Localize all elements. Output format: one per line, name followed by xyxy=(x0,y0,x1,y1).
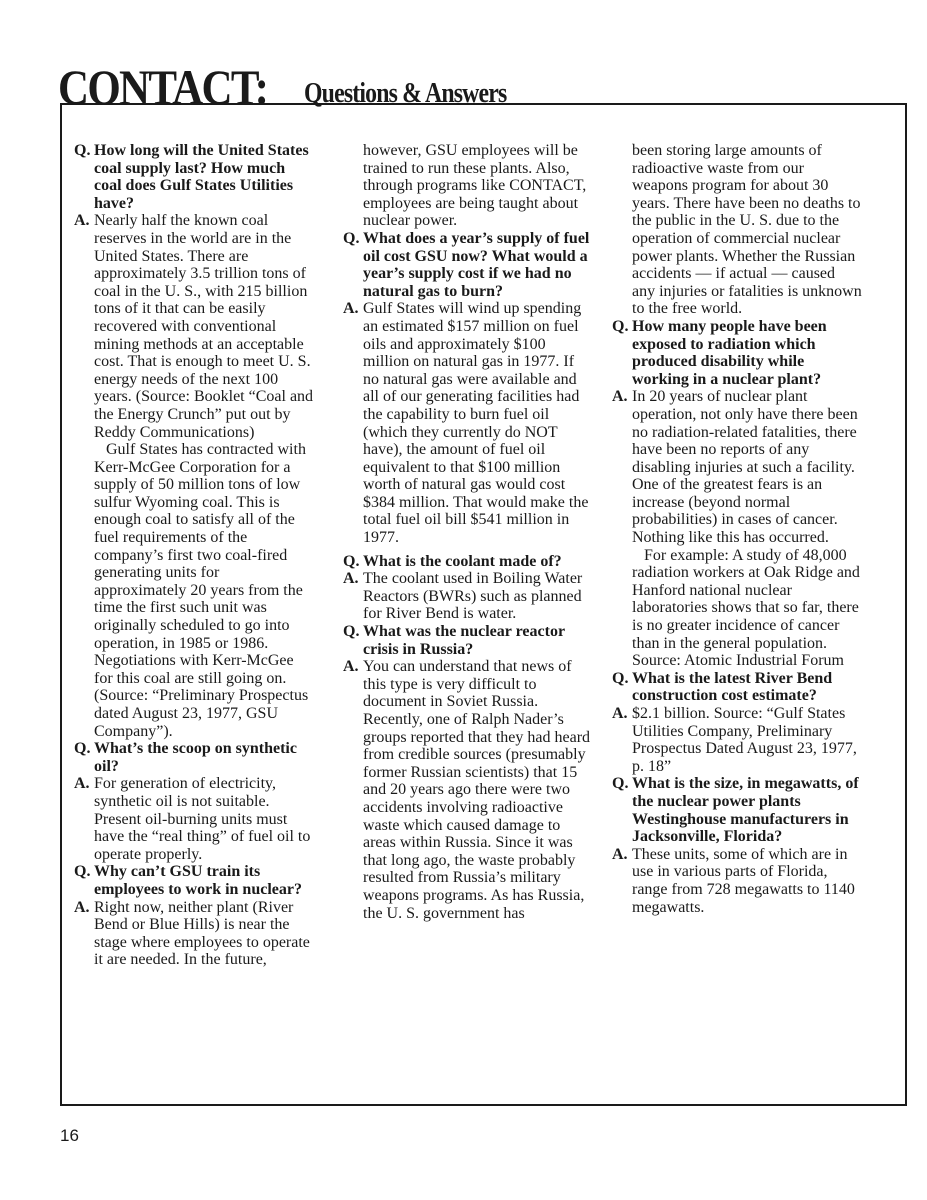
a-label: A. xyxy=(612,705,628,722)
question-text: How many people have been exposed to radiation which produced disability while working in a nuclear plant? xyxy=(632,317,827,388)
answer-continued xyxy=(343,142,591,230)
answer-text: been storing large amounts of radioactive waste from our weapons program for about 30 years. There have been no deaths to the public in the U. S. due to the operation of commercial nuclear power plants. Whether the Russian accidents — if actual — caused any injuries or fatalities is unknown to the free world. xyxy=(632,142,862,318)
answer xyxy=(74,212,314,441)
answer-text: $2.1 billion. Source: “Gulf States Utilities Company, Preliminary Prospectus Dated August 23, 1977, p. 18” xyxy=(632,705,857,775)
question xyxy=(74,740,314,775)
q-label: Q. xyxy=(74,863,91,881)
a-label: A. xyxy=(74,212,90,230)
q-label: Q. xyxy=(612,775,629,793)
question-text: What’s the scoop on synthetic oil? xyxy=(94,740,297,775)
question xyxy=(612,775,862,845)
answer-text: Gulf States has contracted with Kerr-McGee Corporation for a supply of 50 million tons of low sulfur Wyoming coal. This is enough coal to satisfy all of the fuel requirements of the company’s first two coal-fired generating units for approximately 20 years from the time the first such unit was originally scheduled to go into operation, in 1985 or 1986. Negotiations with Kerr-McGee for this coal are still going on. (Source: “Preliminary Prospectus dated August 23, 1977, GSU Company”). xyxy=(94,441,309,740)
answer-text: For example: A study of 48,000 radiation workers at Oak Ridge and Hanford national nuclear laboratories shows that so far, there is no greater incidence of cancer than in the general population. Source: Atomic Industrial Forum xyxy=(632,546,860,670)
question xyxy=(612,318,862,388)
answer xyxy=(612,846,862,916)
q-label: Q. xyxy=(74,142,91,159)
title-contact: CONTACT: xyxy=(58,59,268,115)
answer-text: In 20 years of nuclear plant operation, not only have there been no radiation-related fatalities, there have been no reports of any disabling injuries at such a facility. One of the greatest fears is an increase (beyond normal probabilities) in cases of cancer. Nothing like this has occurred. xyxy=(632,388,858,547)
title-subtitle: Questions & Answers xyxy=(304,77,507,109)
question xyxy=(343,230,591,300)
answer-text: Gulf States will wind up spending an estimated $157 million on fuel oils and approximately $100 million on natural gas in 1977. If no natural gas were available and all of our generating facilities had the capability to burn fuel oil (which they currently do NOT have), the amount of fuel oil equivalent to that $100 million worth of natural gas would cost $384 million. That would make the total fuel oil bill $541 million in 1977. xyxy=(363,300,589,547)
question xyxy=(343,553,591,571)
q-label: Q. xyxy=(343,229,360,247)
answer-text: For generation of electricity, synthetic oil is not suitable. Present oil-burning units must have the “real thing” of fuel oil to operate properly. xyxy=(94,775,311,863)
a-label: A. xyxy=(343,300,359,318)
question xyxy=(343,623,591,658)
question-text: What is the coolant made of? xyxy=(363,552,562,570)
column-1 xyxy=(74,142,314,969)
question xyxy=(612,670,862,705)
a-label: A. xyxy=(612,845,628,863)
answer xyxy=(74,899,314,969)
question-text: What is the size, in megawatts, of the nuclear power plants Westinghouse manufacturers in Jacksonville, Florida? xyxy=(632,775,859,846)
question xyxy=(74,142,314,212)
column-2 xyxy=(343,142,591,922)
a-label: A. xyxy=(612,388,628,406)
question xyxy=(74,863,314,898)
q-label: Q. xyxy=(74,740,91,758)
column-3 xyxy=(612,142,862,916)
question-text: What is the latest River Bend construction cost estimate? xyxy=(632,669,833,705)
a-label: A. xyxy=(74,898,90,916)
answer xyxy=(612,705,862,775)
answer-text: however, GSU employees will be trained to run these plants. Also, through programs like CONTACT, employees are being taught about nuclear power. xyxy=(363,142,587,230)
q-label: Q. xyxy=(343,623,360,641)
a-label: A. xyxy=(74,775,90,793)
answer xyxy=(343,570,591,623)
answer-text: Nearly half the known coal reserves in the world are in the United States. There are approximately 3.5 trillion tons of coal in the U. S., with 215 billion tons of it that can be easily recovered with conventional mining methods at an acceptable cost. That is enough to meet U. S. energy needs of the next 100 years. (Source: Booklet “Coal and the Energy Crunch” put out by Reddy Communications) xyxy=(94,212,314,441)
answer-paragraph xyxy=(74,441,314,740)
question-text: How long will the United States coal supply last? How much coal does Gulf States Utilities have? xyxy=(94,142,309,212)
q-label: Q. xyxy=(612,669,629,687)
answer-text: Right now, neither plant (River Bend or Blue Hills) is near the stage where employees to operate it are needed. In the future, xyxy=(94,898,310,969)
q-label: Q. xyxy=(343,552,360,570)
answer xyxy=(612,388,862,546)
a-label: A. xyxy=(343,570,359,588)
a-label: A. xyxy=(343,658,359,676)
answer-text: The coolant used in Boiling Water Reactors (BWRs) such as planned for River Bend is water. xyxy=(363,570,583,623)
q-label: Q. xyxy=(612,317,629,335)
answer-text: These units, some of which are in use in various parts of Florida, range from 728 megawatts to 1140 megawatts. xyxy=(632,845,855,916)
answer-paragraph xyxy=(612,547,862,670)
question-text: What does a year’s supply of fuel oil cost GSU now? What would a year’s supply cost if we had no natural gas to burn? xyxy=(363,229,590,300)
answer xyxy=(343,300,591,546)
answer-continued xyxy=(612,142,862,318)
question-text: What was the nuclear reactor crisis in Russia? xyxy=(363,623,565,658)
question-text: Why can’t GSU train its employees to work in nuclear? xyxy=(94,863,302,898)
page-number: 16 xyxy=(60,1126,79,1145)
answer xyxy=(74,775,314,863)
answer xyxy=(343,658,591,922)
answer-text: You can understand that news of this type is very difficult to document in Soviet Russia. Recently, one of Ralph Nader’s groups reported that they had heard from credible sources (presumably former Russian scientists) that 15 and 20 years ago there were two accidents involving radioactive waste which caused damage to areas within Russia. Since it was that long ago, the waste probably resulted from Russia’s military weapons programs. As has Russia, the U. S. government has xyxy=(363,658,591,922)
